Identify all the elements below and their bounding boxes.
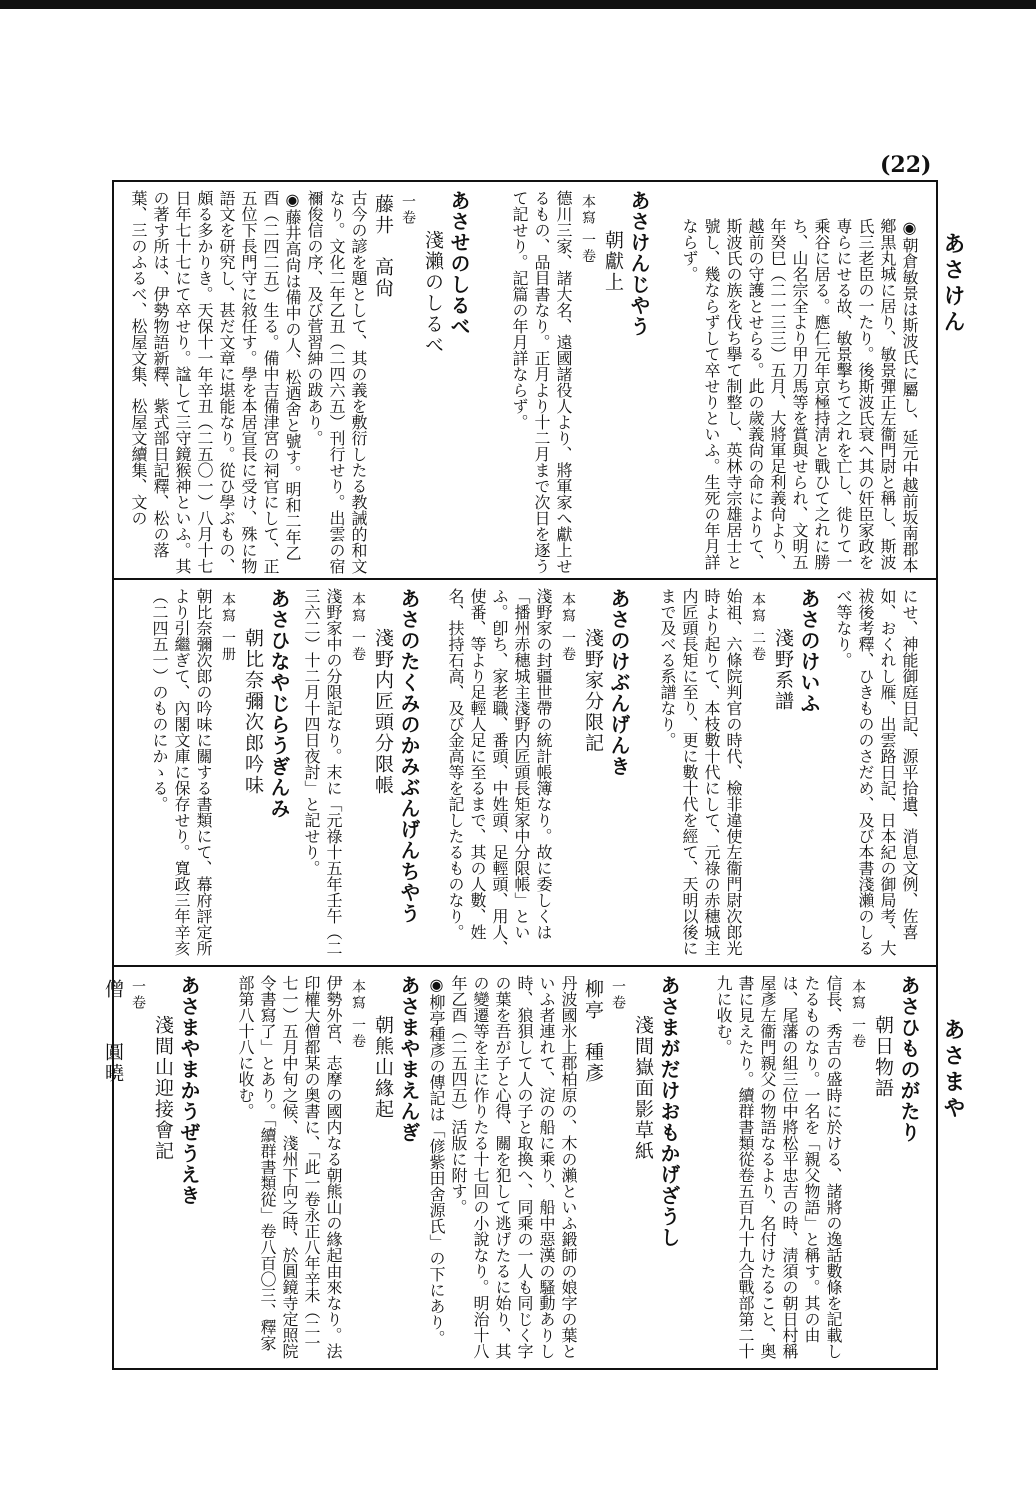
page-number: (22) bbox=[880, 152, 932, 178]
entry-heading: あさせのしるべ bbox=[447, 190, 471, 337]
entry-heading: あさまがだけおもかげざうし bbox=[657, 975, 681, 1248]
entry-asahi-monogatari bbox=[680, 975, 920, 1360]
entry-title: 淺瀨のしるべ bbox=[422, 230, 444, 356]
entry-title: 淺野家分限記 bbox=[582, 628, 604, 754]
entry-asase-continued bbox=[820, 588, 920, 960]
entry-title: 淺間山迎接會記 bbox=[152, 1015, 174, 1162]
entry-body: 信長、秀吉の盛時に於ける、諸將の逸話數條を記載したるものなり。一名を「親父物語」と稱す。其の由は、尾藩の組三位中將松平忠吉の時、淸須の朝日村稱屋彥左衞門親父の物語なるより、名付けたること、奥書に見えたり。續群書類從卷五百九十九合戰部第二十九に收む。 bbox=[714, 975, 843, 1359]
entry-body: ◉柳亭種彥の傳記は「偐紫田舍源氏」の下にあり。 bbox=[427, 975, 446, 1346]
entry-body: 古今の諺を題として、其の義を敷衍したる教誡的和文なり。文化二年乙丑（二四六五）刊行せり。出雲の宿禰俊信の序、及び菅習紳の跋あり。 bbox=[305, 190, 368, 574]
entry-volumes: 本寫 一册 bbox=[220, 592, 236, 663]
entry-volumes: 一卷 bbox=[610, 979, 626, 1011]
entry-asamagadake-omokage-zoshi bbox=[420, 975, 680, 1360]
entry-title: 朝熊山緣起 bbox=[372, 1015, 394, 1120]
entry-body: 淺野家の封疆世帶の統計帳簿なり。故に委しくは「播州赤穗城主淺野内匠頭長矩家中分限帳」といふ。卽ち、家老職、番頭、中姓頭、足輕頭、用人、使番、等より足輕人足に至るまで、其の人數、姓名、扶持石高、及び金高等を記したるものなり。 bbox=[446, 588, 553, 956]
entry-title: 朝日物語 bbox=[872, 1015, 894, 1099]
entry-title: 朝獻上 bbox=[602, 230, 624, 293]
entry-author: 柳亭 種彥 bbox=[582, 979, 604, 1084]
entry-asamayama-engi bbox=[200, 975, 420, 1360]
entry-volumes: 本寫 二卷 bbox=[750, 592, 766, 663]
entry-heading: あさひなやじらうぎんみ bbox=[267, 588, 291, 819]
entry-title: 淺野系譜 bbox=[772, 628, 794, 712]
entry-volumes: 本寫 一卷 bbox=[350, 979, 366, 1050]
entry-body: ◉藤井高尙は備中の人、松迺舍と號す。明和二年乙酉（二四二五）生る。備中吉備津宮の祠官にして、正五位下長門守に敘任す。學を本居宣長に受け、殊に物語文を研究し、甚だ文章に堪能なり。從ひ學ぶもの、頗る多かりき。天保十一年辛丑（二五〇一）八月十七日年七十七にて卒せり。諡して三守鏡猴神といふ。其の著す所は、伊勢物語新釋、紫式部日記釋、松の落葉、三のふるべ、松屋文集、松屋文續集、文の bbox=[129, 190, 302, 574]
divider-upper bbox=[112, 578, 938, 580]
entry-volumes: 一卷 bbox=[130, 979, 146, 1011]
entry-author: 藤井 高尙 bbox=[372, 194, 394, 299]
entry-heading: あさのけいふ bbox=[797, 588, 821, 714]
entry-volumes: 本寫 一卷 bbox=[560, 592, 576, 663]
entry-heading: あさひものがたり bbox=[897, 975, 921, 1143]
entry-heading: あさまやまえんぎ bbox=[397, 975, 421, 1143]
entry-asakura-bio bbox=[650, 218, 920, 573]
entry-heading: あさのたくみのかみぶんげんちやう bbox=[397, 588, 421, 924]
entry-body: にせ、神能御庭日記、源平拾遺、消息文例、佐喜如、おくれし雁、出雲路日記、日本紀の御局考、大祓後考釋、ひきもののさだめ、及び本書淺瀨のしるべ等なり。 bbox=[834, 588, 919, 956]
entry-asamayama-kosho-eki bbox=[102, 975, 201, 1360]
entry-volumes: 本寫 一卷 bbox=[350, 592, 366, 663]
entry-asano-bungenki bbox=[420, 588, 630, 960]
entry-heading: あさまやまかうぜうえき bbox=[177, 975, 201, 1206]
entry-author: 僧 圓曉 bbox=[102, 979, 124, 1084]
entry-asano-keifu bbox=[630, 588, 820, 960]
entry-title: 朝比奈彌次郎吟味 bbox=[242, 628, 264, 796]
entry-body: 伊勢外宮、志摩の國内なる朝熊山の緣起由來なり。法印權大僧都某の奥書に、「此一卷永正八年辛未（二一七一）五月中旬之候、淺州下向之時、於圓鏡寺定照院令書寫了」とあり。「續群書類從」卷八百〇三、釋家部第八十八に收む。 bbox=[236, 975, 343, 1359]
top-rule bbox=[0, 0, 1036, 9]
entry-body: 朝比奈彌次郎の吟味に關する書類にて、幕府評定所より引繼ぎて、內閣文庫に保存せり。寬政三年辛亥（二四五一）のものにかゝる。 bbox=[150, 588, 213, 956]
divider-lower bbox=[112, 965, 938, 967]
entry-volumes: 本寫 一卷 bbox=[850, 979, 866, 1050]
entry-title: 淺野内匠頭分限帳 bbox=[372, 628, 394, 796]
entry-heading: あさのけぶんげんき bbox=[607, 588, 631, 777]
entry-body: 德川三家、諸大名、遠國諸役人より、將軍家へ獻上せるもの、品目書なり。正月より十二月まで次日を逐うて記せり。記篇の年月詳ならず。 bbox=[510, 190, 573, 574]
entry-volumes: 一卷 bbox=[400, 194, 416, 226]
entry-volumes: 本寫 一卷 bbox=[580, 194, 596, 265]
entry-body: ◉朝倉敏景は斯波氏に屬し、延元中越前坂南郡本鄕黒丸城に居り、敏景彈正左衞門尉と稱し、斯波氏三老臣の一たり。後斯波氏衰へ其の奸臣家政を専らにせる故、敏景擊ちて之れを亡し、徙りて一乘谷に居る。應仁元年京極持淸と戰ひて之れに勝ち、山名宗全より甲刀馬等を賞與せられ、文明五年癸巳（二一三三）五月、大將軍足利義尙より、越前の守護とせらる。此の歲義尙の命によりて、斯波氏の族を伐ち擧て制整し、英林寺宗雄居士と號し、幾ならずして卒せりといふ。生死の年月詳ならず。 bbox=[680, 218, 919, 573]
entry-takumi-no-kami-bungencho bbox=[290, 588, 420, 960]
entry-asakenjo bbox=[470, 190, 650, 575]
entry-heading: あさけんじやう bbox=[627, 190, 651, 337]
entry-body: 丹波國氷上郡柏原の、木の瀨といふ鍛師の娘字の葉といふ者連れて、淀の船に乘り、船中惡漢の騷動ありし時、狼狽して人の子と取換へ、同乘の一人も同じく字の葉を吾が子と心得、關を犯して逃げたるに始り、其の變遷等を主に作りたる十七回の小說なり。明治十八年乙酉（二五四五）活版に附す。 bbox=[449, 975, 578, 1359]
entry-asahina-yajiro-ginmi bbox=[120, 588, 290, 960]
entry-asase-no-shirube bbox=[120, 190, 470, 575]
entry-body: 淺野家中の分限記なり。末に「元祿十五年壬午（二三六二）十二月十四日夜討」と記せり。 bbox=[302, 588, 343, 956]
running-head-bottom: あさまや bbox=[940, 1018, 966, 1122]
entry-title: 淺間嶽面影草紙 bbox=[632, 1015, 654, 1162]
entry-body: 始祖、六條院判官の時代、檢非違使左衞門尉次郎光時より起りて、本枝數十代にして、元祿の赤穗城主内匠頭長矩に至り、更に數十代を經て、天明以後にまで及べる系譜なり。 bbox=[658, 588, 743, 956]
running-head-top: あさけん bbox=[940, 232, 966, 336]
